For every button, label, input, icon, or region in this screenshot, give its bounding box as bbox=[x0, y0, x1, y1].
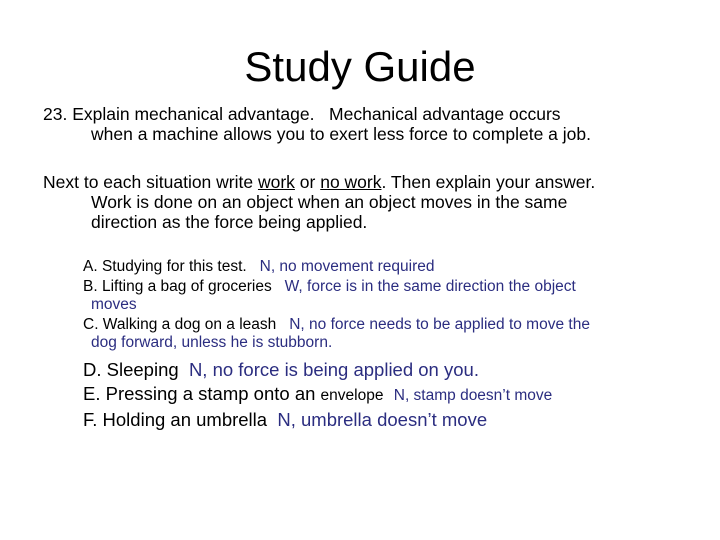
instructions-suffix: . Then explain your answer. bbox=[381, 172, 596, 192]
question-23 bbox=[43, 104, 703, 144]
situation-e-small: envelope bbox=[320, 387, 384, 404]
term-no-work: no work bbox=[320, 172, 382, 192]
answer-b-cont: moves bbox=[91, 296, 137, 313]
situation-d: D. Sleeping bbox=[83, 359, 179, 380]
list-item-f bbox=[83, 408, 693, 432]
situation-f: F. Holding an umbrella bbox=[83, 409, 268, 430]
term-work: work bbox=[257, 172, 295, 192]
list-item-c bbox=[83, 316, 693, 352]
situation-list bbox=[83, 258, 693, 432]
work-definition-line1: Work is done on an object when an object moves in the same bbox=[91, 192, 568, 212]
answer-d: N, no force is being applied on you. bbox=[188, 359, 479, 380]
question-23-text: 23. Explain mechanical advantage. bbox=[43, 104, 315, 124]
question-23-answer-line1: Mechanical advantage occurs bbox=[329, 104, 561, 124]
situation-c: C. Walking a dog on a leash bbox=[83, 316, 277, 333]
answer-c: N, no force needs to be applied to move the bbox=[289, 316, 590, 333]
answer-f: N, umbrella doesn’t move bbox=[277, 409, 488, 430]
list-item-a bbox=[83, 258, 693, 276]
work-definition-line2: direction as the force being applied. bbox=[91, 212, 368, 232]
answer-a: N, no movement required bbox=[259, 258, 435, 275]
answer-c-cont: dog forward, unless he is stubborn. bbox=[91, 334, 333, 351]
instructions bbox=[43, 172, 703, 232]
question-23-answer-line2: when a machine allows you to exert less force to complete a job. bbox=[91, 124, 591, 144]
situation-b: B. Lifting a bag of groceries bbox=[83, 278, 272, 295]
list-item-b bbox=[83, 278, 693, 314]
list-item-e bbox=[83, 382, 693, 408]
instructions-or: or bbox=[294, 172, 321, 192]
situation-e: E. Pressing a stamp onto an bbox=[83, 383, 316, 404]
page-title: Study Guide bbox=[244, 43, 476, 90]
answer-e: N, stamp doesn’t move bbox=[393, 387, 553, 404]
situation-a: A. Studying for this test. bbox=[83, 258, 247, 275]
list-item-d bbox=[83, 358, 693, 382]
answer-b: W, force is in the same direction the object bbox=[284, 278, 576, 295]
instructions-prefix: Next to each situation write bbox=[43, 172, 258, 192]
